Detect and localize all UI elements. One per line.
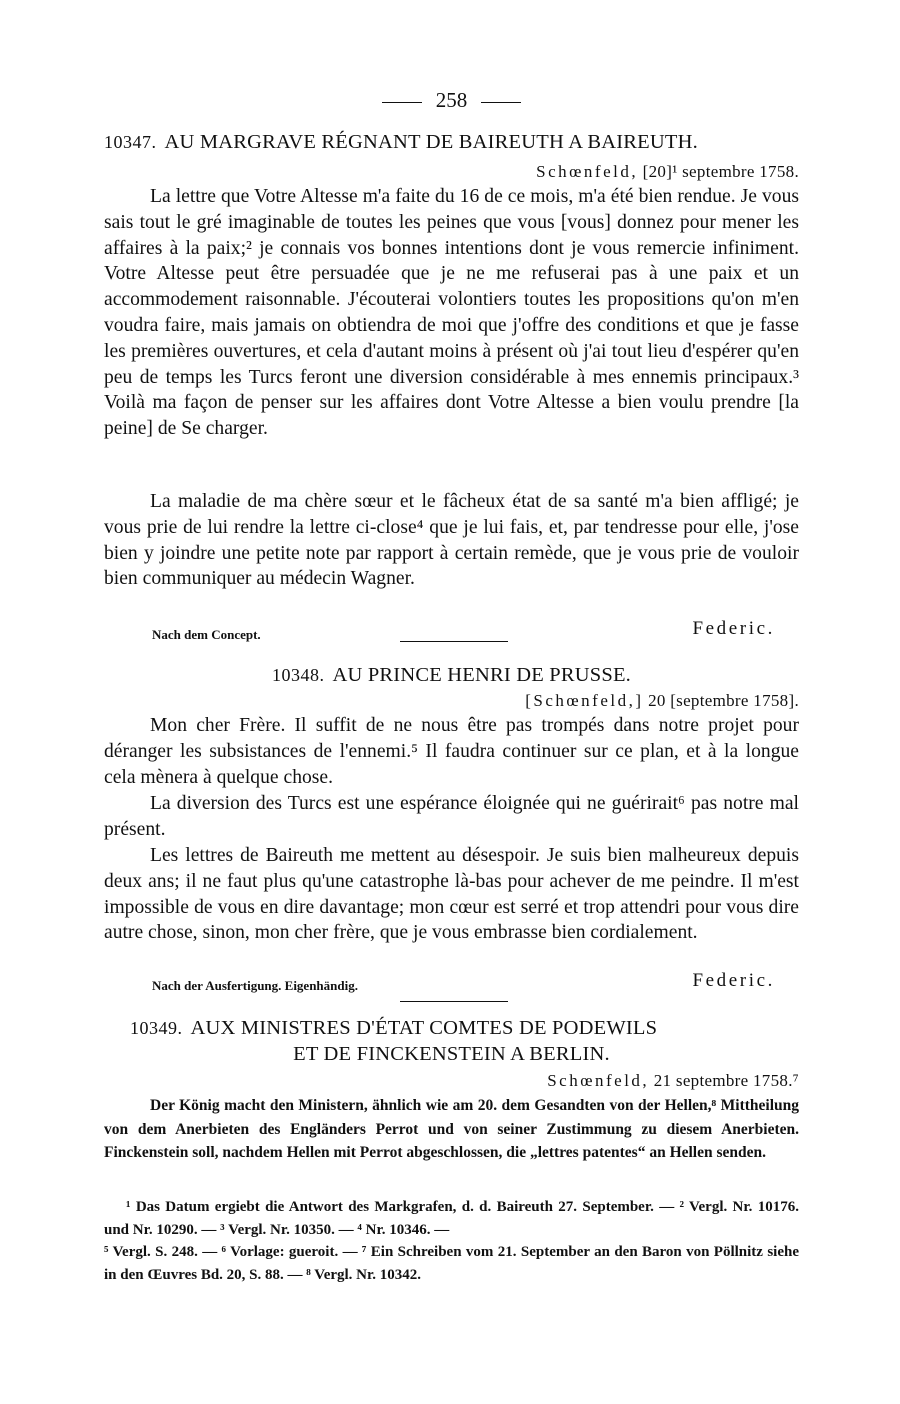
footnote-block-2: ⁵ Vergl. S. 248. — ⁶ Vorlage: gueroit. — ⁷ Ein Schreiben vom 21. September an den Baron von Pöllnitz siehe in den Œuvres Bd. 20, S. 88. — ⁸ Vergl. Nr. 10342. bbox=[104, 1244, 799, 1283]
letter-10349-heading-line-2: ET DE FINCKENSTEIN A BERLIN. bbox=[293, 1043, 610, 1065]
letter-10347-dateline bbox=[536, 162, 799, 182]
letter-10348-signature: Federic. bbox=[692, 970, 775, 991]
letter-place: [Schœnfeld,] bbox=[525, 691, 644, 710]
letter-date: [20]¹ septembre 1758. bbox=[642, 162, 799, 181]
section-divider bbox=[400, 641, 508, 642]
letter-10349-summary: Der König macht den Ministern, ähnlich wie am 20. dem Gesandten von der Hellen,⁸ Mittheilung von dem Anerbieten des Engländers Perrot und von seiner Zustimmung zu diesem Anerbieten. Finckenstein soll, nachdem Hellen mit Perrot abgeschlossen, die „lettres patentes“ an Hellen senden. bbox=[104, 1097, 799, 1161]
letter-10348-paragraph-2: La diversion des Turcs est une espérance éloignée qui ne guérirait⁶ pas notre mal présent. bbox=[104, 793, 799, 840]
letter-10349-dateline bbox=[547, 1071, 799, 1091]
footnote-block-1: ¹ Das Datum ergiebt die Antwort des Markgrafen, d. d. Baireuth 27. September. — ² Vergl. Nr. 10176. und Nr. 10290. — ³ Vergl. Nr. 10350. — ⁴ Nr. 10346. — bbox=[104, 1199, 799, 1238]
letter-10348-heading bbox=[104, 664, 799, 687]
letter-number: 10348. bbox=[272, 665, 325, 685]
letter-10348-paragraph-3: Les lettres de Baireuth me mettent au désespoir. Je suis bien malheureux depuis deux ans; il ne faut plus qu'une catastrophe là-bas pour achever de me peindre. Il m'est impossible de vous en dire davantage; mon cœur est serré et trop attendri pour vous dire autre chose, sinon, mon cher frère, que je vous embrasse bien cordialement. bbox=[104, 845, 799, 944]
section-divider bbox=[400, 1001, 508, 1002]
footnotes bbox=[104, 1196, 799, 1286]
letter-10347-heading bbox=[104, 131, 799, 154]
letter-10347-signature: Federic. bbox=[692, 618, 775, 639]
letter-10348-source-note: Nach der Ausfertigung. Eigenhändig. bbox=[152, 978, 358, 993]
letter-10347-paragraph-2: La maladie de ma chère sœur et le fâcheux état de sa santé m'a bien affligé; je vous prie de lui rendre la lettre ci-close⁴ que je lui fais, et, par tendresse pour elle, j'ose bien y joindre une petite note par rapport à certain remède, que je vous prie de vouloir bien communiquer au médecin Wagner. bbox=[104, 491, 799, 590]
letter-number: 10349. bbox=[130, 1018, 183, 1038]
letter-10347-paragraph-1: La lettre que Votre Altesse m'a faite du 16 de ce mois, m'a été bien rendue. Je vous sais tout le gré imaginable de toutes les peines que vous [vous] donnez pour mener les affaires à la paix;² je connais vos bonnes intentions dont je vous remercie infiniment. Votre Altesse peut être persuadée que je ne me refuserai pas à une paix et un accommodement raisonnable. J'écouterai volontiers toutes les propositions qu'on m'en voudra faire, mais jamais on obtiendra de moi que j'offre des conditions et que je fasse les premières ouvertures, et cela d'autant moins à présent où j'ai tout lieu d'espérer qu'en peu de temps les Turcs feront une diversion considérable à mes ennemis principaux.³ Voilà ma façon de penser sur les affaires dont Votre Altesse a bien voulu prendre [la peine] de Se charger. bbox=[104, 186, 799, 440]
page-number-text: 258 bbox=[435, 88, 468, 112]
letter-10348-dateline bbox=[525, 691, 799, 711]
page-number-dash-right bbox=[481, 102, 521, 103]
letter-date: 20 [septembre 1758]. bbox=[648, 691, 799, 710]
page-number bbox=[104, 88, 799, 113]
letter-date: 21 septembre 1758.⁷ bbox=[653, 1071, 799, 1090]
letter-place: Schœnfeld, bbox=[547, 1071, 650, 1090]
letter-place: Schœnfeld, bbox=[536, 162, 639, 181]
letter-title-line-1: AUX MINISTRES D'ÉTAT COMTES DE PODEWILS bbox=[190, 1017, 658, 1039]
letter-10349-heading-line-1 bbox=[130, 1017, 825, 1040]
letter-10347-source-note: Nach dem Concept. bbox=[152, 627, 261, 642]
letter-number: 10347. bbox=[104, 132, 157, 152]
page-number-dash-left bbox=[382, 102, 422, 103]
letter-title: AU MARGRAVE RÉGNANT DE BAIREUTH A BAIREUTH. bbox=[164, 131, 698, 153]
letter-10348-paragraph-1: Mon cher Frère. Il suffit de ne nous être pas trompés dans notre projet pour déranger les subsistances de l'ennemi.⁵ Il faudra continuer sur ce plan, et à la longue cela mènera à quelque chose. bbox=[104, 715, 799, 788]
letter-title: AU PRINCE HENRI DE PRUSSE. bbox=[332, 664, 631, 686]
